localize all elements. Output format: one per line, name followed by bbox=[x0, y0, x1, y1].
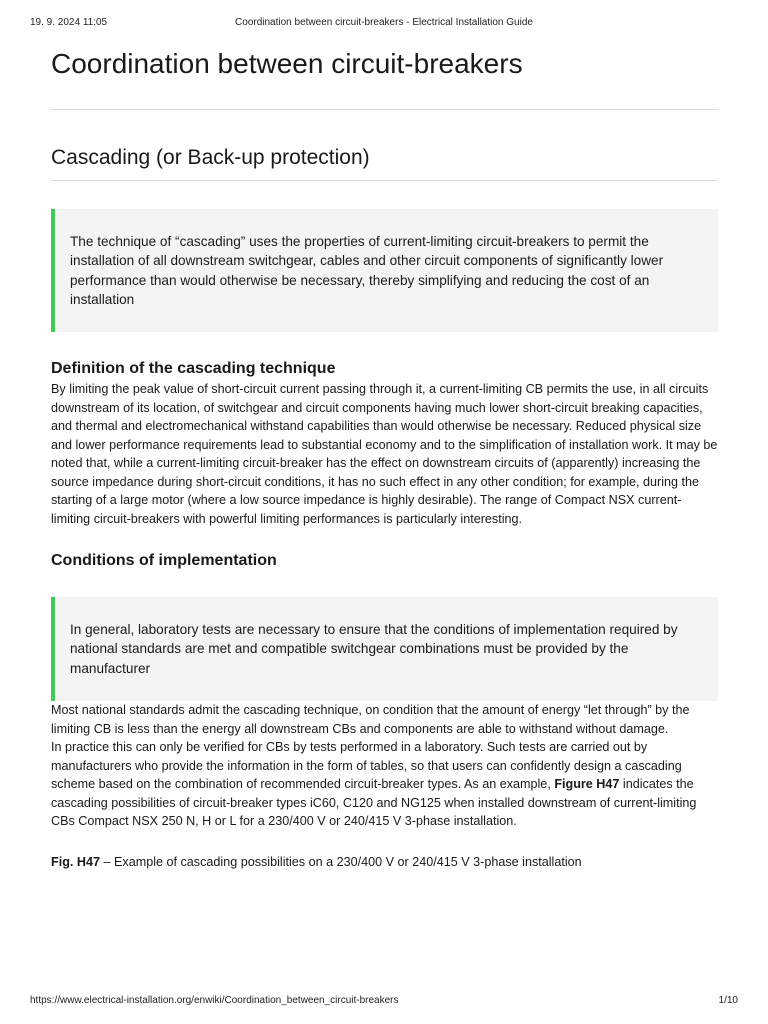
page-number: 1/10 bbox=[718, 995, 738, 1006]
intro-callout bbox=[51, 209, 718, 332]
section-divider bbox=[51, 180, 718, 181]
practice-text-before: In practice this can only be verified for CBs by tests performed in a laboratory. Such tests are carried out by manufacturers who provide the information in the form of tables, so that users can confidently design a cascading scheme based on the combination of recommended circuit-breaker types. As an example, bbox=[51, 740, 682, 791]
figure-caption-text: – Example of cascading possibilities on a 230/400 V or 240/415 V 3-phase installation bbox=[100, 854, 582, 869]
print-page-title: Coordination between circuit-breakers - Electrical Installation Guide bbox=[235, 17, 533, 28]
standards-paragraph: Most national standards admit the cascading technique, on condition that the amount of energy “let through” by the limiting CB is less than the energy all downstream CBs and components are able to withstand without damage. bbox=[51, 703, 690, 736]
print-footer bbox=[30, 995, 738, 1009]
figure-label: Fig. H47 bbox=[51, 854, 100, 869]
practice-text-after: indicates the cascading possibilities of circuit-breaker types iC60, C120 and NG125 when installed downstream of current-limiting CBs Compact NSX 250 N, H or L for a 230/400 V or 240/415 V 3-phase installation. bbox=[51, 777, 697, 828]
print-url: https://www.electrical-installation.org/enwiki/Coordination_between_circuit-breakers bbox=[30, 995, 399, 1006]
figure-reference-link[interactable]: Figure H47 bbox=[554, 777, 620, 791]
title-divider bbox=[51, 109, 718, 110]
print-header bbox=[30, 17, 738, 31]
definition-paragraph: By limiting the peak value of short-circuit current passing through it, a current-limiting CB permits the use, in all circuits downstream of its location, of switchgear and circuit components having much lower short-circuit breaking capacities, and thermal and electromechanical withstand capabilities than would otherwise be necessary. Reduced physical size and lower performance requirements lead to substantial economy and to the simplification of installation work. It may be noted that, while a current-limiting circuit-breaker has the effect on downstream circuits of (apparently) increasing the source impedance during short-circuit conditions, it has no such effect in any other condition; for example, during the starting of a large motor (where a low source impedance is highly desirable). The range of Compact NSX current-limiting circuit-breakers with powerful limiting performances is particularly interesting. bbox=[51, 382, 718, 526]
practice-paragraph bbox=[51, 738, 718, 831]
definition-heading: Definition of the cascading technique bbox=[51, 360, 336, 377]
conditions-heading: Conditions of implementation bbox=[51, 552, 277, 569]
article-content bbox=[51, 44, 718, 871]
section-title: Cascading (or Back-up protection) bbox=[51, 146, 370, 169]
conditions-callout bbox=[51, 597, 718, 701]
print-datetime: 19. 9. 2024 11:05 bbox=[30, 17, 108, 28]
intro-callout-text: The technique of “cascading” uses the properties of current-limiting circuit-breakers to permit the installation of all downstream switchgear, cables and other circuit components of significantly lower performance than would otherwise be necessary, thereby simplifying and reducing the cost of an installation bbox=[70, 234, 664, 308]
conditions-callout-text: In general, laboratory tests are necessary to ensure that the conditions of implementation required by national standards are met and compatible switchgear combinations must be provided by the manufacturer bbox=[70, 622, 678, 676]
figure-caption bbox=[51, 853, 718, 871]
page-title: Coordination between circuit-breakers bbox=[51, 48, 523, 79]
